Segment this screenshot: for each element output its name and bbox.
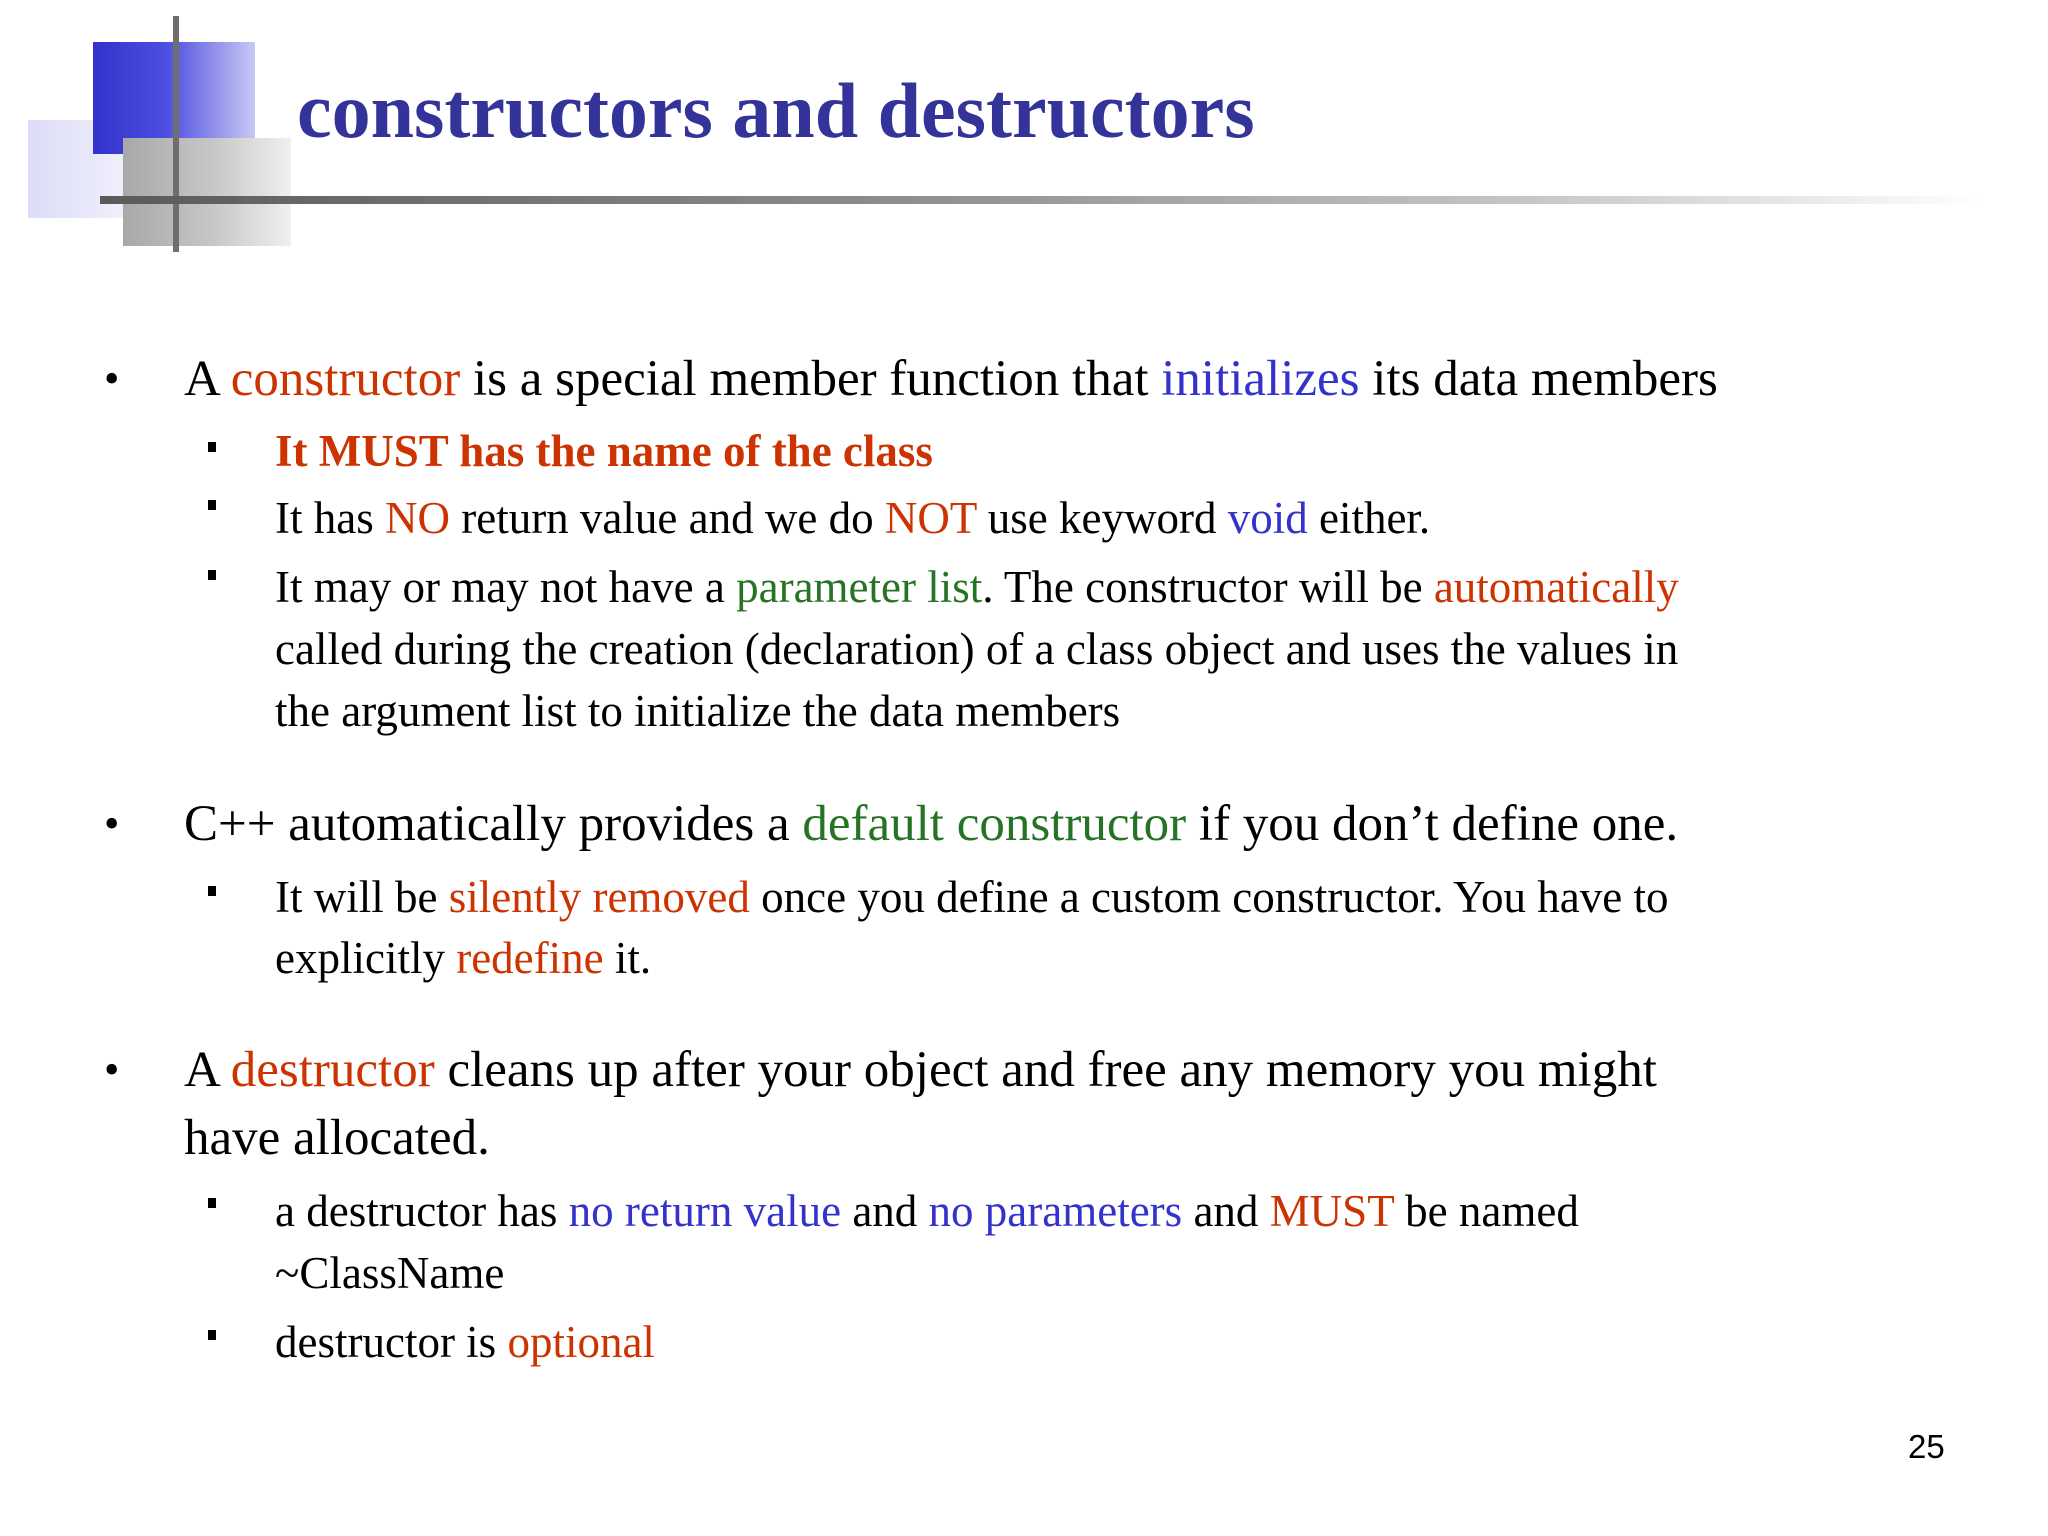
- title-underline: [100, 196, 1980, 204]
- bullet-3-line-2: have allocated.: [184, 1110, 490, 1166]
- bullet-dot: •: [104, 1045, 120, 1094]
- sub-bullet-square: [208, 1330, 216, 1340]
- sub-bullet-1-1: It MUST has the name of the class: [275, 426, 933, 476]
- sub-bullet-2-1-line-2: explicitly redefine it.: [275, 933, 652, 983]
- sub-bullet-1-3-line-3: the argument list to initialize the data members: [275, 686, 1121, 736]
- decor-square-gray: [123, 138, 291, 246]
- sub-bullet-square: [208, 886, 216, 896]
- sub-bullet-square: [208, 570, 216, 580]
- slide-title: constructors and destructors: [297, 67, 1255, 154]
- sub-bullet-2-1-line-1: It will be silently removed once you define a custom constructor. You have to: [275, 872, 1669, 922]
- bullet-1-text: A constructor is a special member function that initializes its data members: [184, 351, 1718, 407]
- sub-bullet-square: [208, 500, 216, 510]
- sub-bullet-1-3-line-2: called during the creation (declaration) of a class object and uses the values in: [275, 624, 1679, 674]
- sub-bullet-3-1-line-1: a destructor has no return value and no parameters and MUST be named: [275, 1186, 1579, 1236]
- sub-bullet-3-1-line-2: ~ClassName: [275, 1248, 505, 1298]
- page-number: 25: [1908, 1428, 1945, 1465]
- bullet-dot: •: [104, 799, 120, 848]
- bullet-3-line-1: A destructor cleans up after your object and free any memory you might: [184, 1042, 1657, 1098]
- bullet-dot: •: [104, 354, 120, 403]
- sub-bullet-1-3-line-1: It may or may not have a parameter list. The constructor will be automatically: [275, 562, 1679, 612]
- sub-bullet-square: [208, 442, 216, 452]
- sub-bullet-3-2: destructor is optional: [275, 1317, 655, 1367]
- sub-bullet-square: [208, 1198, 216, 1208]
- sub-bullet-1-2: It has NO return value and we do NOT use keyword void either.: [275, 493, 1431, 543]
- decor-vertical-line: [173, 16, 179, 252]
- bullet-2-text: C++ automatically provides a default constructor if you don’t define one.: [184, 796, 1679, 852]
